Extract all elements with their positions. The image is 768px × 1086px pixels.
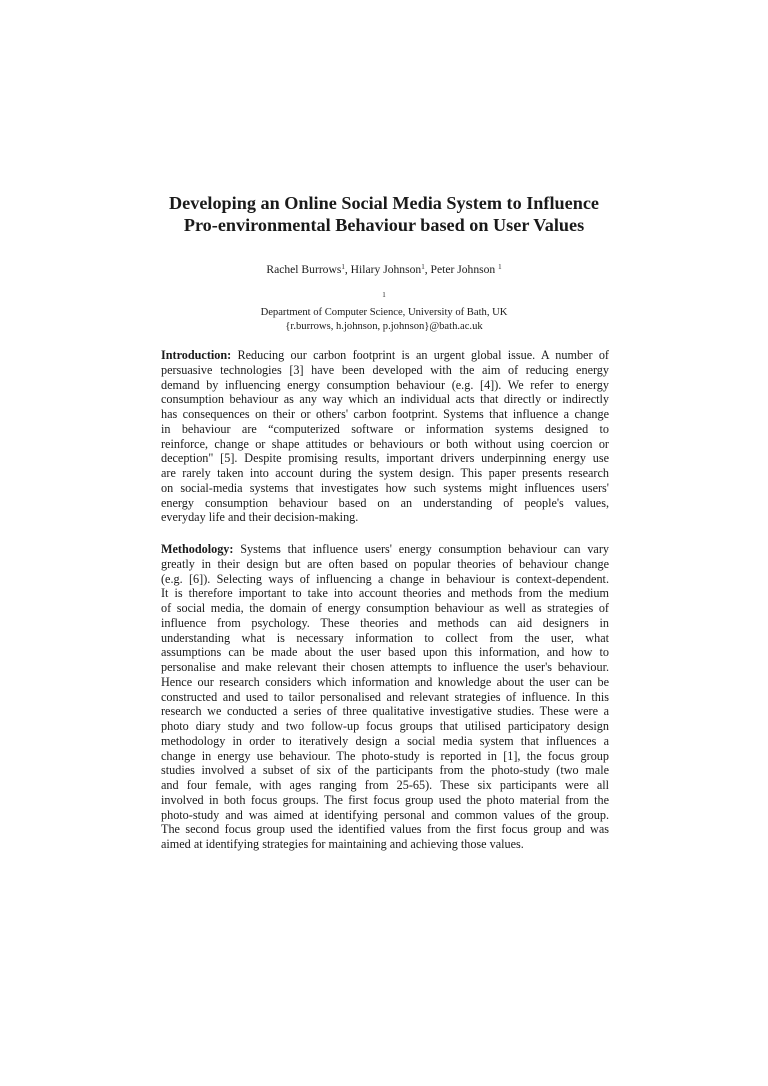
paragraph-line: [161, 392, 609, 407]
line-text: involved in both focus groups. The first focus group used the photo material from the: [161, 792, 609, 807]
line-text: influence from psychology. These theories and methods can aid designers in: [161, 615, 609, 630]
title-line: Pro-environmental Behaviour based on User Values: [183, 215, 585, 235]
paragraph-line: [161, 822, 609, 837]
line-text: understanding what is necessary information to collect from the user, what: [161, 630, 609, 645]
line-text: It is therefore important to take into account theories and methods from the medium: [161, 586, 609, 601]
paragraph-line: [161, 837, 609, 852]
paper-title: [150, 192, 618, 236]
paragraph-line: [161, 793, 609, 808]
paragraph-line: [161, 704, 609, 719]
paragraph-line: [161, 481, 609, 496]
line-text: photo diary study and two follow-up focus groups that utilised participatory design: [161, 719, 609, 733]
line-text: research we conducted a series of three qualitative investigative studies. These were a: [161, 704, 609, 719]
line-text: assumptions can be made about the user based upon this information, and how to: [161, 645, 609, 660]
paragraph-line: [161, 719, 609, 734]
title-line: Developing an Online Social Media System to Influence: [169, 193, 599, 213]
line-text: Hence our research considers which information and knowledge about the user can be: [161, 674, 609, 689]
author-affiliation-mark: 1: [498, 263, 502, 271]
line-text: Systems that influence users' energy consumption behaviour can vary: [233, 542, 609, 556]
author-name: Peter Johnson: [430, 263, 496, 276]
line-text: persuasive technologies [3] have been developed with the aim of reducing energy: [161, 362, 609, 377]
paragraph-line: [161, 451, 609, 466]
line-text: energy consumption behaviour based on an understanding of people's values,: [161, 495, 609, 510]
affiliation: [150, 292, 618, 334]
paragraph-line: [161, 690, 609, 705]
paragraph-line: [161, 437, 609, 452]
paragraph-line: [161, 557, 609, 572]
line-text: change in energy use behaviour. The photo-study is reported in [1], the focus group: [161, 748, 609, 763]
line-text: are rarely taken into account during the system design. This paper presents research: [161, 466, 609, 480]
author-name: Rachel Burrows: [266, 263, 342, 276]
line-text: (e.g. [6]). Selecting ways of influencing a change in behaviour is context-dependent.: [161, 571, 609, 586]
line-text: has consequences on their or others' carbon footprint. Systems that influence a change: [161, 407, 609, 421]
paragraph-line: [161, 660, 609, 675]
paragraph-line: [161, 631, 609, 646]
line-text: consumption behaviour as any way which an individual acts that directly or indirectly: [161, 392, 609, 407]
line-text: photo-study and was aimed at identifying personal and common values of the group.: [161, 807, 609, 822]
line-text: Reducing our carbon footprint is an urgent global issue. A number of: [231, 348, 609, 362]
line-text: studies involved a subset of six of the participants from the photo-study (two male: [161, 763, 609, 778]
paragraph-line: [161, 645, 609, 660]
paragraph-line: [161, 496, 609, 511]
paragraph-line: [161, 749, 609, 764]
line-text: greatly in their design but are often based on popular theories of behaviour change: [161, 556, 609, 571]
paragraph-line: [161, 348, 609, 363]
line-text: on social-media systems that investigates how such systems might influences users': [161, 480, 609, 495]
paragraph-line: [161, 572, 609, 587]
author-list: Rachel Burrows$^1$, Hilary Johnson$^1$, Peter Johnson $^1$: [266, 263, 502, 276]
paragraph-line: [161, 510, 609, 525]
line-text: constructed and used to tailor personalised and relevant strategies of influence. In this: [161, 689, 609, 704]
paragraph-line: [161, 763, 609, 778]
affiliation-mark: 1: [382, 291, 386, 299]
affiliation-emails: {r.burrows, h.johnson, p.johnson}@bath.ac.uk: [285, 321, 483, 332]
line-text: reinforce, change or shape attitudes or behaviours or both without using coercion or: [161, 436, 609, 451]
line-text: and four female, with ages ranging from 25-65). These six participants were all: [161, 778, 609, 792]
affiliation-department: [150, 292, 618, 320]
paragraph-line: [161, 675, 609, 690]
author-name: Hilary Johnson: [350, 263, 422, 276]
author-affiliation-mark: 1: [421, 263, 425, 271]
line-text: personalise and make relevant their chosen attempts to influence the user's behaviour.: [161, 660, 609, 674]
section-heading: Methodology:: [161, 542, 234, 556]
paragraph-line: [161, 378, 609, 393]
line-text: The second focus group used the identified values from the first focus group and was: [161, 822, 609, 837]
author-affiliation-mark: 1: [341, 263, 345, 271]
line-text: methodology in order to iteratively design a social media system that influences a: [161, 733, 609, 748]
paragraph-line: [161, 734, 609, 749]
introduction-section: [161, 348, 609, 525]
line-text: everyday life and their decision-making.: [161, 510, 359, 525]
paragraph-line: [161, 601, 609, 616]
paragraph-line: [161, 466, 609, 481]
paragraph-line: [161, 778, 609, 793]
paragraph-line: [161, 407, 609, 422]
methodology-section: [161, 542, 609, 852]
line-text: demand by influencing energy consumption behaviour (e.g. [4]). We refer to energy: [161, 377, 609, 392]
line-text: deception" [5]. Despite promising results, important drivers underpinning energy use: [161, 451, 609, 466]
paragraph-line: [161, 586, 609, 601]
line-text: aimed at identifying strategies for maintaining and achieving those values.: [161, 837, 524, 851]
line-text: in behaviour are “computerized software or information systems designed to: [161, 421, 609, 436]
paragraph-line: [161, 808, 609, 823]
department-text: Department of Computer Science, University of Bath, UK: [260, 307, 508, 318]
paragraph-line: [161, 422, 609, 437]
section-heading: Introduction:: [161, 348, 232, 362]
line-text: of social media, the domain of energy consumption behaviour as well as strategies of: [161, 601, 609, 615]
paragraph-line: [161, 363, 609, 378]
paragraph-line: [161, 542, 609, 557]
paragraph-line: [161, 616, 609, 631]
